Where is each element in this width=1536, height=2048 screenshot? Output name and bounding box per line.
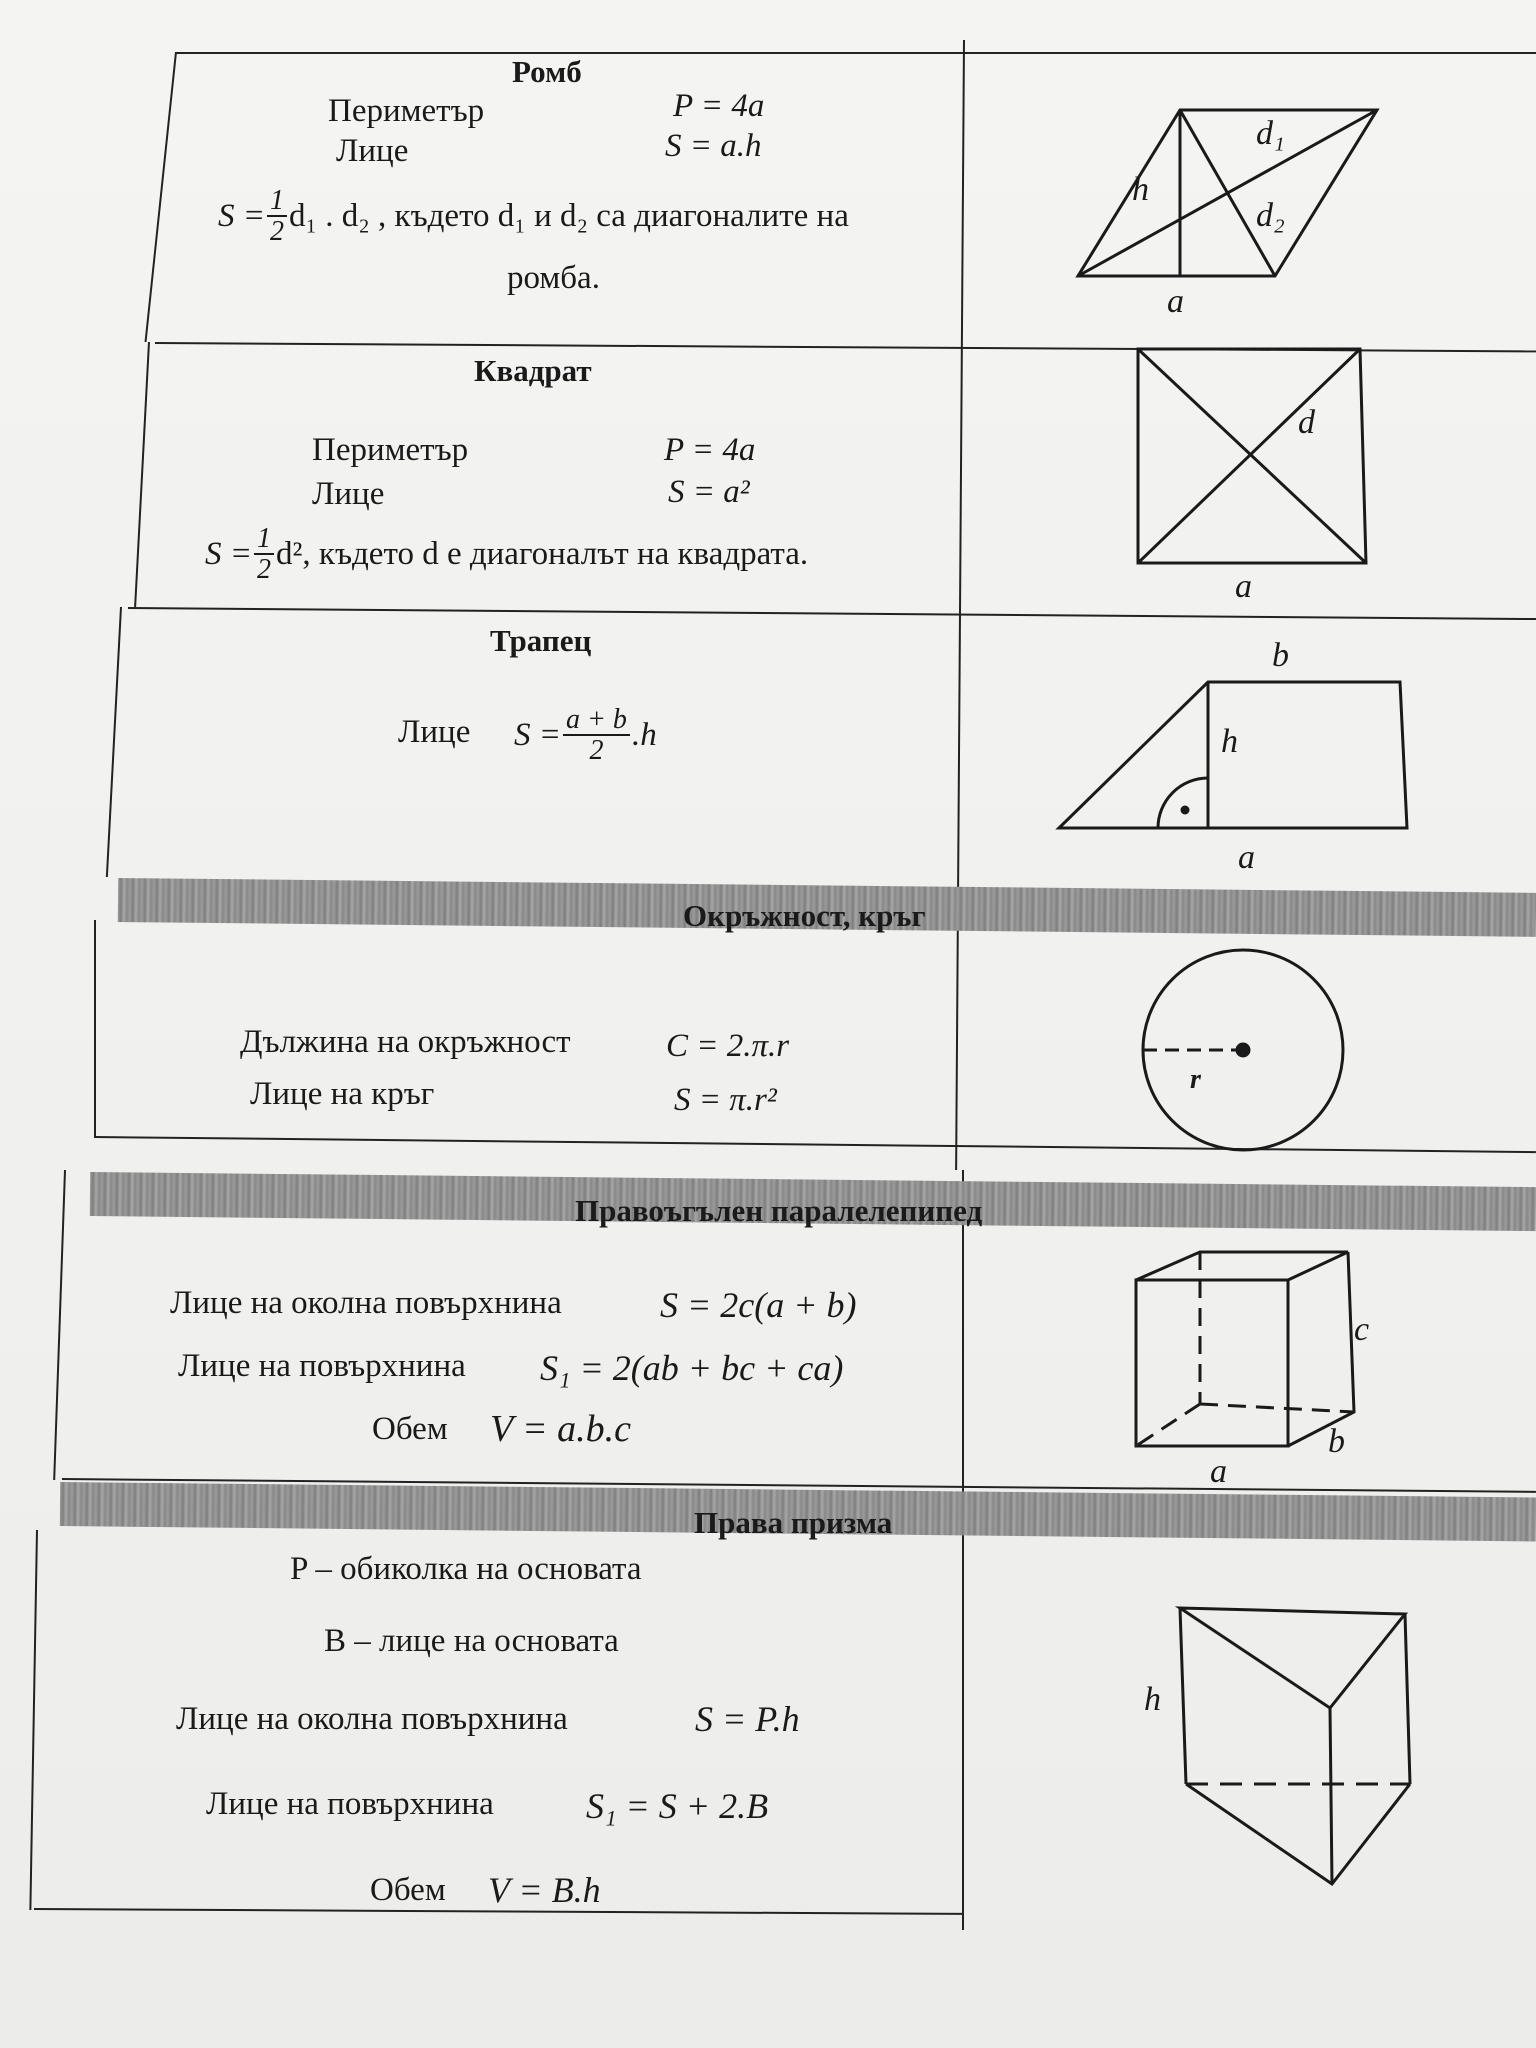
trapezoid-title: Трапец bbox=[490, 623, 592, 658]
table-left-border-mid bbox=[134, 342, 150, 607]
prism-label-h: h bbox=[1144, 1681, 1161, 1718]
cuboid-front-face bbox=[1136, 1280, 1288, 1446]
trapezoid-label-b: b bbox=[1272, 637, 1289, 674]
trapezoid-area-formula bbox=[514, 705, 657, 766]
square-figure bbox=[1130, 345, 1380, 605]
trapezoid-fraction bbox=[563, 705, 630, 766]
circle-area-label: Лице на кръг bbox=[250, 1076, 435, 1112]
rhombus-diag-formula-cont: ромба. bbox=[507, 260, 600, 296]
table-left-border-circle bbox=[94, 920, 96, 1138]
cuboid-lateral-label: Лице на околна повърхнина bbox=[170, 1285, 562, 1321]
square-frac-den: 2 bbox=[257, 554, 272, 586]
circle-center-dot bbox=[1237, 1044, 1249, 1056]
cuboid-surface-formula: S₁ = 2(ab + bc + ca) bbox=[540, 1348, 844, 1388]
rhombus-perimeter-label: Периметър bbox=[328, 93, 485, 129]
prism-volume-label: Обем bbox=[370, 1872, 446, 1908]
table-left-border-low bbox=[106, 607, 122, 877]
rhombus-diag-rest: d₁ . d₂ , където d₁ и d₂ са диагоналите на bbox=[289, 197, 849, 234]
prism-lateral-formula: S = P.h bbox=[695, 1699, 800, 1739]
square-title: Квадрат bbox=[474, 353, 592, 388]
rhombus-area-formula: S = a.h bbox=[665, 128, 762, 164]
cuboid-hidden-depth bbox=[1136, 1404, 1200, 1446]
prism-volume-formula: V = B.h bbox=[488, 1870, 601, 1910]
prism-perimeter-def: P – обиколка на основата bbox=[290, 1551, 642, 1587]
cuboid-top-face bbox=[1136, 1252, 1348, 1280]
circle-circumference-label: Дължина на окръжност bbox=[240, 1024, 571, 1060]
rhombus-title: Ромб bbox=[512, 54, 582, 89]
rhombus-label-d1: d₁ bbox=[1256, 115, 1285, 152]
prism-top-base bbox=[1180, 1608, 1405, 1708]
square-area-label: Лице bbox=[312, 476, 385, 512]
cuboid-right-face bbox=[1288, 1252, 1354, 1446]
trapezoid-area-label: Лице bbox=[398, 714, 471, 750]
rhombus-figure bbox=[1070, 90, 1390, 320]
circle-label-r: r bbox=[1190, 1064, 1201, 1095]
prism-figure bbox=[1140, 1600, 1420, 1900]
trapezoid-right-angle-dot bbox=[1182, 807, 1188, 813]
rhombus-frac-num: 1 bbox=[267, 186, 287, 217]
cuboid-lateral-formula: S = 2c(a + b) bbox=[660, 1285, 857, 1325]
table-left-border-prism bbox=[29, 1530, 38, 1910]
rhombus-diag-fraction bbox=[267, 186, 287, 247]
prism-surface-label: Лице на повърхнина bbox=[206, 1786, 494, 1822]
cuboid-surface-label: Лице на повърхнина bbox=[178, 1348, 466, 1384]
square-perimeter-label: Периметър bbox=[312, 432, 469, 468]
row-divider-2 bbox=[128, 607, 1536, 620]
square-diag-prefix: S = bbox=[205, 535, 253, 572]
circle-area-formula: S = π.r² bbox=[674, 1082, 777, 1118]
square-diag-formula bbox=[205, 524, 808, 585]
trapezoid-label-h: h bbox=[1221, 723, 1238, 760]
column-divider-lower bbox=[962, 1170, 964, 1930]
table-left-border-solids bbox=[53, 1170, 66, 1480]
cuboid-volume-label: Обем bbox=[372, 1411, 448, 1447]
prism-edge-front bbox=[1330, 1708, 1332, 1884]
trapezoid-formula-prefix: S = bbox=[514, 716, 562, 753]
square-perimeter-formula: P = 4a bbox=[664, 432, 756, 468]
trapezoid-right-angle-arc bbox=[1158, 778, 1208, 828]
cuboid-figure bbox=[1128, 1244, 1388, 1494]
trapezoid-frac-num: a + b bbox=[563, 705, 630, 736]
circle-title: Окръжност, кръг bbox=[683, 898, 926, 933]
prism-title: Права призма bbox=[694, 1505, 893, 1540]
trapezoid-formula-rest: .h bbox=[631, 716, 657, 753]
rhombus-label-d2: d₂ bbox=[1256, 197, 1285, 234]
circle-figure bbox=[1128, 958, 1348, 1178]
trapezoid-label-a: a bbox=[1238, 839, 1255, 876]
cuboid-title: Правоъгълен паралелепипед bbox=[575, 1193, 983, 1228]
rhombus-perimeter-formula: P = 4a bbox=[673, 88, 765, 124]
table-left-border-upper bbox=[145, 52, 177, 342]
rhombus-diag-prefix: S = bbox=[218, 197, 266, 234]
square-frac-num: 1 bbox=[254, 524, 274, 555]
square-label-d: d bbox=[1298, 404, 1315, 441]
square-label-a: a bbox=[1235, 568, 1252, 605]
cuboid-hidden-horizontal bbox=[1200, 1404, 1354, 1412]
cuboid-label-b: b bbox=[1328, 1423, 1345, 1460]
rhombus-label-h: h bbox=[1132, 171, 1149, 208]
circle-circumference-formula: C = 2.π.r bbox=[666, 1028, 790, 1064]
cuboid-label-a: a bbox=[1210, 1453, 1227, 1490]
square-diag-rest: d², където d е диагоналът на квадрата. bbox=[276, 535, 809, 572]
square-area-formula: S = a² bbox=[668, 474, 750, 510]
column-divider-upper bbox=[955, 40, 965, 1170]
rhombus-diag-formula bbox=[218, 186, 849, 247]
cuboid-volume-formula: V = a.b.c bbox=[490, 1408, 632, 1450]
square-diag-fraction bbox=[254, 524, 274, 585]
rhombus-frac-den: 2 bbox=[270, 216, 285, 248]
prism-edge-right bbox=[1405, 1614, 1410, 1784]
rhombus-area-label: Лице bbox=[336, 133, 409, 169]
prism-edge-left bbox=[1180, 1608, 1186, 1784]
trapezoid-frac-den: 2 bbox=[589, 735, 604, 767]
rhombus-label-a: a bbox=[1167, 283, 1184, 320]
prism-surface-formula: S₁ = S + 2.B bbox=[586, 1786, 769, 1826]
prism-base-def: B – лице на основата bbox=[324, 1623, 619, 1659]
prism-lateral-label: Лице на околна повърхнина bbox=[176, 1701, 568, 1737]
prism-bottom-visible bbox=[1186, 1784, 1410, 1884]
table-top-border bbox=[175, 52, 1536, 54]
trapezoid-figure bbox=[1055, 630, 1415, 880]
cuboid-label-c: c bbox=[1354, 1311, 1370, 1348]
